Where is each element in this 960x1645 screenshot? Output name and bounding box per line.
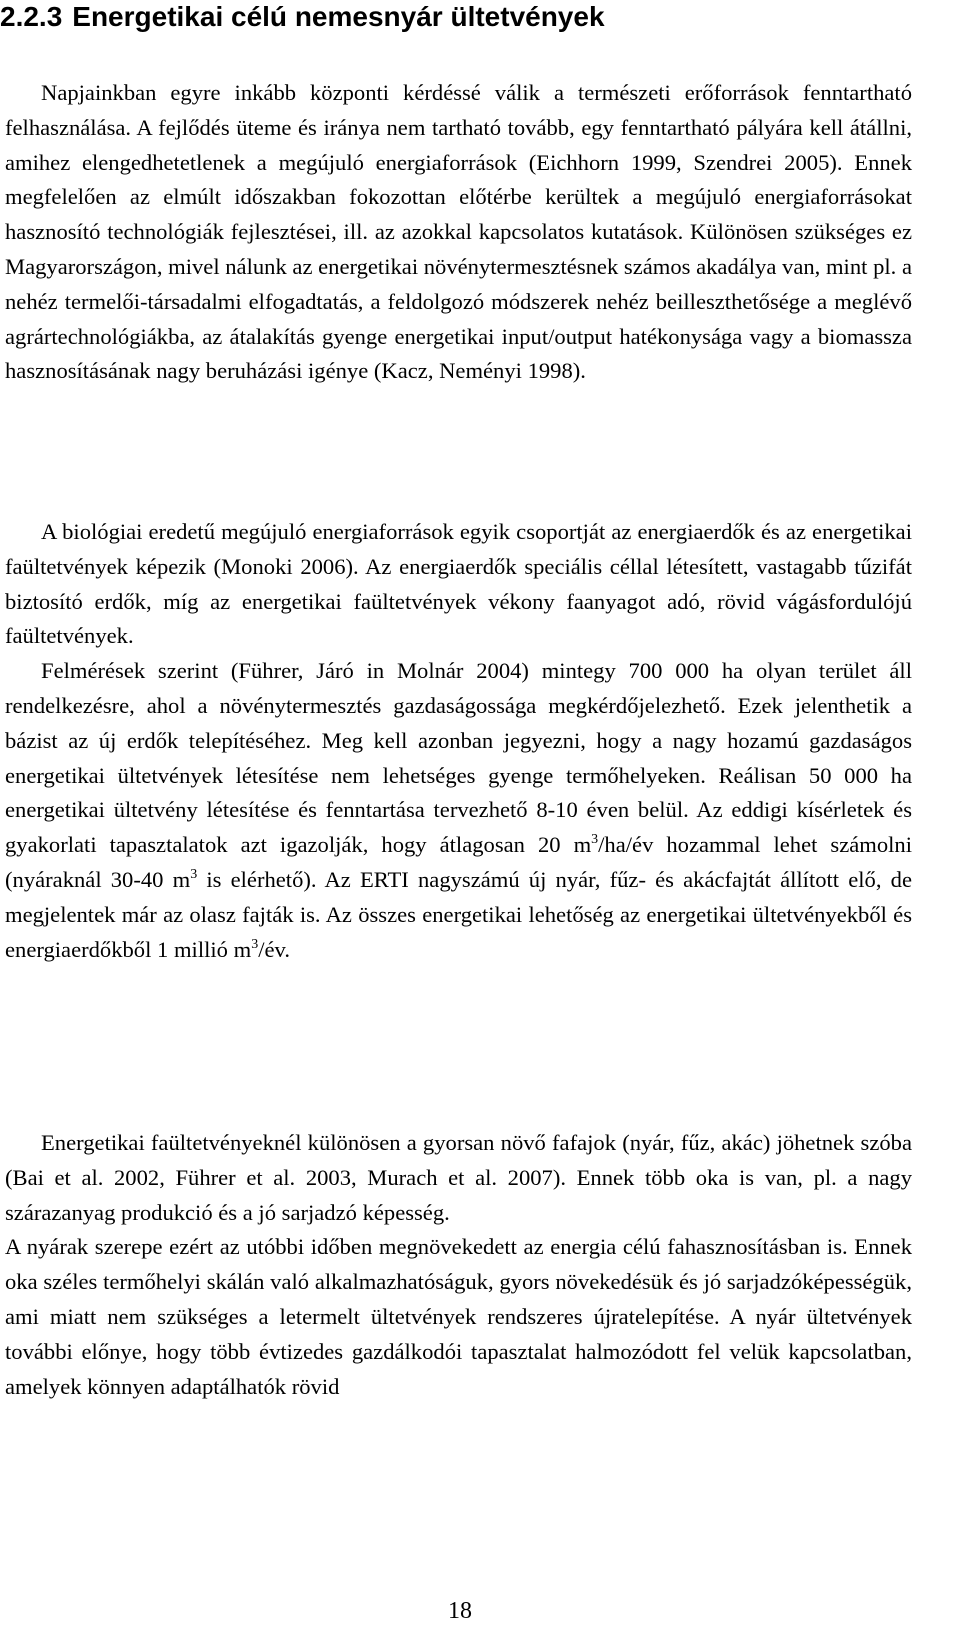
section-title: Energetikai célú nemesnyár ültetvények [72,1,605,32]
paragraph-3-part-1: Felmérések szerint (Führer, Járó in Molnár 2004) mintegy 700 000 ha olyan terület áll rendelkezésre, ahol a növénytermesztés gazdaságossága megkérdőjelezhető. Ezek jelenthetik a bázist az új erdők telepítéséhez. Meg kell azonban jegyezni, hogy a nagy hozamú gazdaságos energetikai ültetvények létesítése nem lehetséges gyenge termőhelyeken. Reálisan 50 000 ha energetikai ültetvény létesítése és fenntartása tervezhető 8-10 éven belül. Az eddigi kísérletek és gyakorlati tapasztalatok azt igazolják, hogy átlagosan 20 m [5,658,912,858]
superscript-cubic-1: 3 [591,832,599,848]
paragraph-3-part-4: /év. [258,936,290,962]
page-number: 18 [448,1598,472,1624]
superscript-cubic-2: 3 [190,866,198,882]
paragraph-5: A nyárak szerepe ezért az utóbbi időben megnövekedett az energia célú fahasznosításban is. Ennek oka széles termőhelyi skálán való alkalmazhatóságuk, gyors növekedésük és jó sarjadzóképességük, ami miatt nem szükséges a letermelt ültetvények rendszeres újratelepítése. A nyár ültetvények további előnye, hogy több évtizedes gazdálkodói tapasztalat halmozódott fel velük kapcsolatban, amelyek könnyen adaptálhatók rövid [5,1234,912,1399]
paragraph-3-part-3: is elérhető). Az ERTI nagyszámú új nyár, fűz- és akácfajtát állított elő, de megjelentek már az olasz fajták is. Az összes energetikai lehetőség az energetikai ültetvényekből és energiaerdőkből 1 millió m [5,866,912,962]
paragraph-3 [5,654,912,967]
superscript-cubic-3: 3 [251,936,259,952]
paragraph-2: A biológiai eredetű megújuló energiaforrások egyik csoportját az energiaerdők és az energetikai faültetvények képezik (Monoki 2006). Az energiaerdők speciális céllal létesített, vastagabb tűzifát biztosító erdők, míg az energetikai faültetvények vékony faanyagot adó, rövid vágásfordulójú faültetvények. [5,519,912,649]
paragraph-3-part-2: /ha/év hozammal lehet számolni (nyáraknál 30-40 m [5,832,913,892]
body-text-block-2 [5,515,912,967]
section-number: 2.2.3 [0,1,63,32]
paragraph-4: Energetikai faültetvényeknél különösen a gyorsan növő fafajok (nyár, fűz, akác) jöhetnek szóba (Bai et al. 2002, Führer et al. 2003, Murach et al. 2007). Ennek több oka is van, pl. a nagy szárazanyag produkció és a jó sarjadzó képesség. [5,1130,912,1225]
section-heading [0,0,940,34]
body-text-block-1 [5,76,912,389]
body-text-block-3 [5,1126,912,1404]
paragraph-1: Napjainkban egyre inkább központi kérdéssé válik a természeti erőforrások fenntartható felhasználása. A fejlődés üteme és iránya nem tartható tovább, egy fenntartható pályára kell átállni, amihez elengedhetetlenek a megújuló energiaforrások (Eichhorn 1999, Szendrei 2005). Ennek megfelelően az elmúlt időszakban fokozottan előtérbe kerültek a megújuló energiaforrásokat hasznosító technológiák fejlesztései, ill. az azokkal kapcsolatos kutatások. Különösen szükséges ez Magyarországon, mivel nálunk az energetikai növénytermesztésnek számos akadálya van, mint pl. a nehéz termelői-társadalmi elfogadtatás, a feldolgozó módszerek nehéz beilleszthetősége a meglévő agrártechnológiákba, az átalakítás gyenge energetikai input/output hatékonysága vagy a biomassza hasznosításának nagy beruházási igénye (Kacz, Neményi 1998). [5,80,912,384]
